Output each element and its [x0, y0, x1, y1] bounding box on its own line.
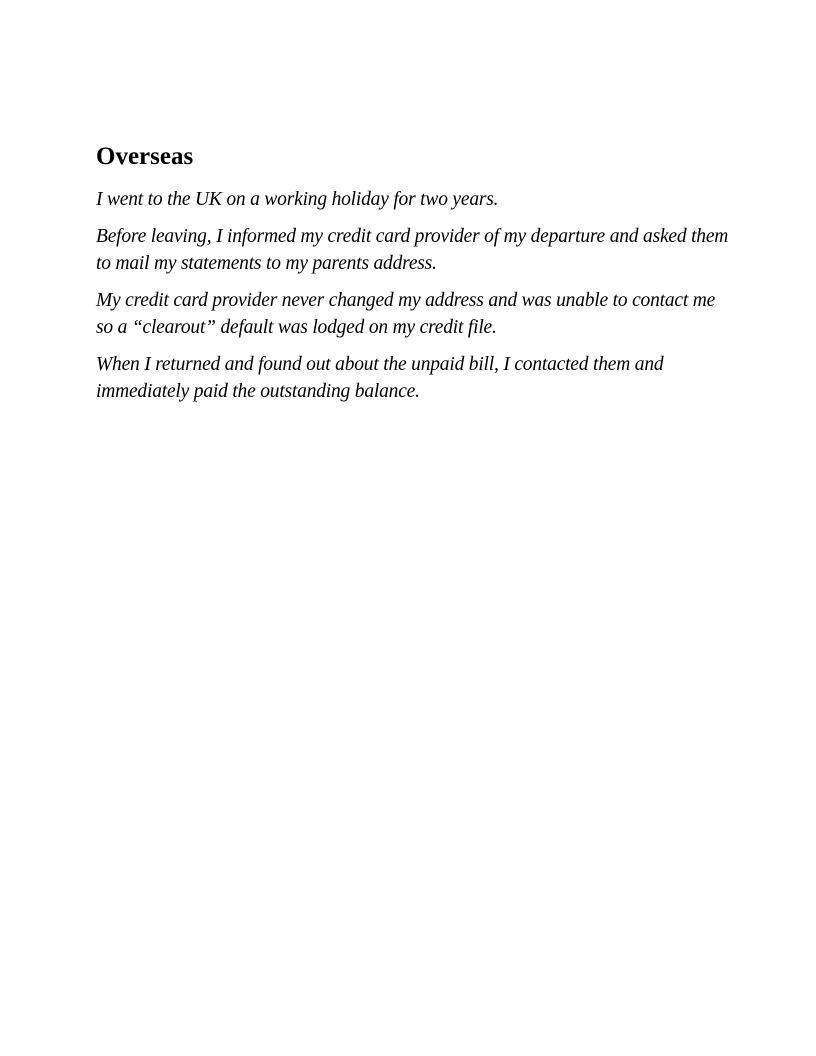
document-body — [96, 140, 736, 415]
paragraph-4: When I returned and found out about the unpaid bill, I contacted them and immediately paid the outstanding balance. — [96, 354, 664, 402]
section-heading: Overseas — [96, 143, 194, 170]
paragraph-3: My credit card provider never changed my address and was unable to contact me so a “clearout” default was lodged on my credit file. — [96, 290, 716, 338]
paragraph-1: I went to the UK on a working holiday for two years. — [96, 189, 499, 210]
paragraph-2: Before leaving, I informed my credit card provider of my departure and asked them to mail my statements to my parents address. — [96, 226, 729, 274]
